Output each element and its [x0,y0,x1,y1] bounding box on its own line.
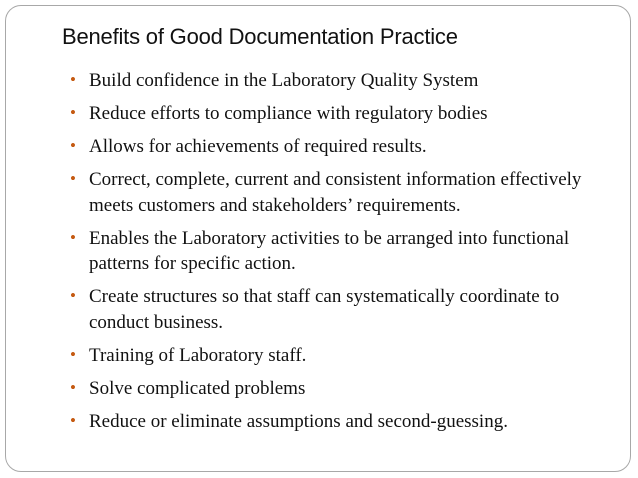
bullet-dot-icon: • [70,344,76,364]
bullet-item [70,101,610,127]
bullet-text: Build confidence in the Laboratory Quality System [89,70,479,91]
bullet-dot-icon: • [70,70,76,89]
bullet-dot-icon: • [70,377,76,397]
bullet-dot-icon: • [70,227,76,247]
bullet-text: Reduce or eliminate assumptions and second-guessing. [89,410,508,432]
bullet-text: Training of Laboratory staff. [89,344,307,366]
slide-title: Benefits of Good Documentation Practice [62,24,458,49]
bullet-item [70,376,610,402]
bullet-item [70,134,610,160]
bullet-list [70,68,610,442]
bullet-dot-icon: • [70,136,76,155]
bullet-item [70,343,610,369]
bullet-dot-icon: • [70,103,76,122]
bullet-text: Enables the Laboratory activities to be arranged into functional patterns for specific action. [89,227,570,274]
bullet-text: Create structures so that staff can systematically coordinate to conduct business. [89,286,560,333]
bullet-item [70,167,610,218]
bullet-text: Correct, complete, current and consistent information effectively meets customers and stakeholders’ requirements. [89,169,582,216]
bullet-text: Allows for achievements of required results. [89,136,427,157]
bullet-text: Solve complicated problems [89,377,306,399]
bullet-item [70,68,610,94]
bullet-item [70,226,610,277]
bullet-dot-icon: • [70,410,76,430]
bullet-item [70,409,610,435]
bullet-dot-icon: • [70,169,76,188]
bullet-text: Reduce efforts to compliance with regulatory bodies [89,103,488,124]
bullet-item [70,284,610,335]
bullet-dot-icon: • [70,286,76,305]
